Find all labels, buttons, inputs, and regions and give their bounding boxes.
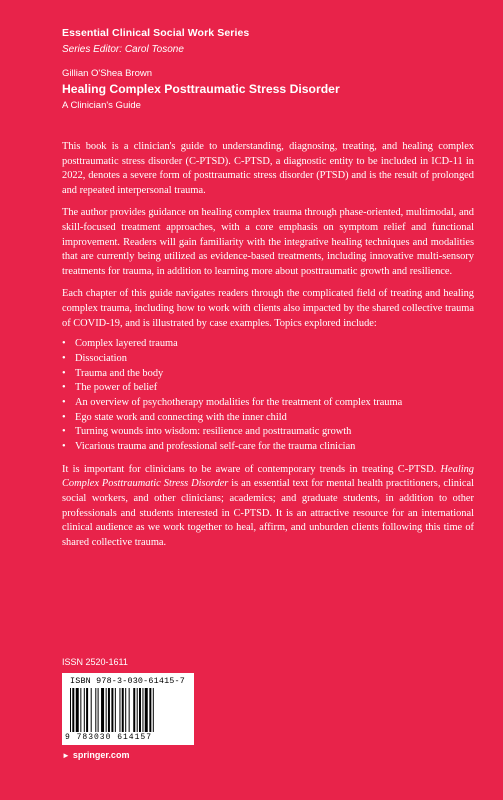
topic-item: • Complex layered trauma — [62, 337, 474, 352]
book-author: Gillian O'Shea Brown — [62, 68, 152, 79]
topics-list — [62, 337, 474, 455]
blurb-paragraph-4 — [62, 463, 474, 551]
isbn: ISBN 978-3-030-61415-7 — [70, 676, 185, 686]
book-subtitle: A Clinician's Guide — [62, 100, 141, 111]
blurb-paragraph-2: The author provides guidance on healing complex trauma through phase-oriented, multimodal, and skill-focused treatment approaches, with a core emphasis on symptom relief and functional improvement. Readers will gain familiarity with the integrative healing techniques and modalities that are currently being utilized as evidence-based treatments, including innovative multi-sensory treatments for trauma, in addition to learning more about posttraumatic growth and resilience. — [62, 207, 474, 277]
topic-item: • An overview of psychotherapy modalities for the treatment of complex trauma — [62, 396, 474, 411]
blurb-paragraph-1: This book is a clinician's guide to understanding, diagnosing, treating, and healing complex posttraumatic stress disorder (C-PTSD). C-PTSD, a diagnostic entity to be included in ICD-11 in 2022, denotes a severe form of posttraumatic stress disorder (PTSD) and is the result of prolonged and repeated interpersonal trauma. — [62, 141, 474, 196]
topic-item: • Trauma and the body — [62, 367, 474, 382]
publisher — [62, 750, 129, 760]
blurb-paragraph-3: Each chapter of this guide navigates readers through the complicated field of treating and healing complex trauma, including how to work with clients also impacted by the shared collective trauma of COVID-19, and is illustrated by case examples. Topics explored include: — [62, 288, 474, 329]
p4-book-title: Healing Complex Posttraumatic Stress Disorder — [62, 463, 474, 490]
barcode-bars — [70, 688, 188, 732]
issn: ISSN 2520-1611 — [62, 657, 128, 667]
barcode-digits: 9 783030 614157 — [65, 733, 153, 742]
p4-start: It is important for clinicians to be aware of contemporary trends in treating C-PTSD. — [62, 463, 441, 475]
series-editor-name: Carol Tosone — [124, 44, 184, 55]
book-title: Healing Complex Posttraumatic Stress Disorder — [62, 82, 340, 96]
barcode — [62, 673, 194, 745]
series-editor-label: Series Editor: — [62, 44, 123, 55]
p4-end: is an essential text for mental health practitioners, clinical social workers, and other clinicians; academics; and graduate students, in addition to other professionals and students interested in C-PTSD. It is an attractive resource for an international clinical audience as we work together to heal, affirm, and unburden clients following this time of shared collective trauma. — [62, 478, 474, 548]
topic-item: • Dissociation — [62, 352, 474, 367]
publisher-url: springer.com — [72, 750, 130, 760]
arrow-icon: ► — [62, 750, 70, 760]
blurb — [62, 140, 474, 558]
topic-item: • The power of belief — [62, 381, 474, 396]
series-editor — [62, 44, 184, 55]
topic-item: • Ego state work and connecting with the inner child — [62, 411, 474, 426]
series-title: Essential Clinical Social Work Series — [62, 27, 250, 39]
topic-item: • Turning wounds into wisdom: resilience and posttraumatic growth — [62, 425, 474, 440]
topic-item: • Vicarious trauma and professional self-care for the trauma clinician — [62, 440, 474, 455]
